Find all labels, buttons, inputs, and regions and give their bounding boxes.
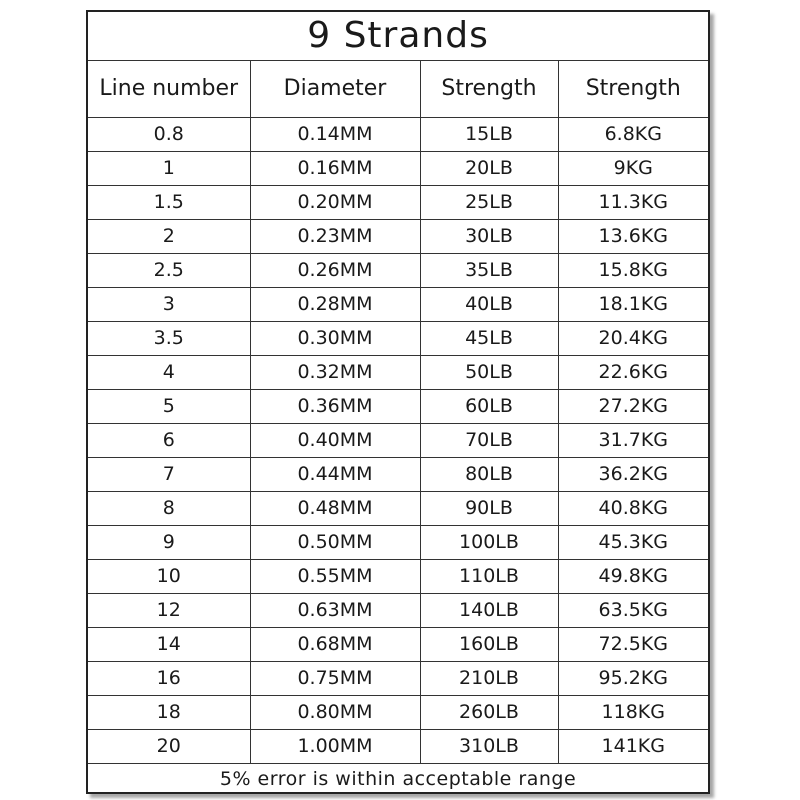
table-row: [88, 322, 708, 356]
cell-strength-lb: 100LB: [420, 526, 558, 560]
cell-line-number: 14: [88, 628, 250, 662]
cell-diameter: 0.50MM: [250, 526, 420, 560]
cell-diameter: 0.75MM: [250, 662, 420, 696]
cell-diameter: 0.68MM: [250, 628, 420, 662]
cell-diameter: 0.28MM: [250, 288, 420, 322]
cell-strength-lb: 70LB: [420, 424, 558, 458]
cell-strength-lb: 80LB: [420, 458, 558, 492]
cell-diameter: 0.63MM: [250, 594, 420, 628]
cell-line-number: 3.5: [88, 322, 250, 356]
cell-strength-lb: 110LB: [420, 560, 558, 594]
table-row: [88, 152, 708, 186]
table-row: [88, 560, 708, 594]
cell-diameter: 0.44MM: [250, 458, 420, 492]
cell-strength-kg: 36.2KG: [558, 458, 708, 492]
cell-strength-lb: 20LB: [420, 152, 558, 186]
cell-strength-kg: 141KG: [558, 730, 708, 764]
table-title: 9 Strands: [88, 12, 708, 61]
table-row: [88, 356, 708, 390]
table-row: [88, 730, 708, 764]
footnote-row: [88, 764, 708, 795]
cell-strength-kg: 95.2KG: [558, 662, 708, 696]
cell-strength-kg: 63.5KG: [558, 594, 708, 628]
cell-diameter: 0.30MM: [250, 322, 420, 356]
cell-diameter: 0.26MM: [250, 254, 420, 288]
cell-line-number: 20: [88, 730, 250, 764]
table-row: [88, 696, 708, 730]
cell-strength-lb: 90LB: [420, 492, 558, 526]
cell-diameter: 0.40MM: [250, 424, 420, 458]
cell-strength-lb: 260LB: [420, 696, 558, 730]
cell-strength-lb: 50LB: [420, 356, 558, 390]
cell-line-number: 2: [88, 220, 250, 254]
cell-strength-kg: 27.2KG: [558, 390, 708, 424]
cell-strength-kg: 72.5KG: [558, 628, 708, 662]
table-body: [88, 118, 708, 764]
cell-line-number: 1.5: [88, 186, 250, 220]
cell-strength-kg: 18.1KG: [558, 288, 708, 322]
cell-strength-lb: 140LB: [420, 594, 558, 628]
cell-diameter: 0.32MM: [250, 356, 420, 390]
cell-strength-lb: 15LB: [420, 118, 558, 152]
header-strength-kg: Strength: [558, 61, 708, 118]
table-row: [88, 254, 708, 288]
table-row: [88, 662, 708, 696]
table-row: [88, 186, 708, 220]
cell-line-number: 10: [88, 560, 250, 594]
cell-diameter: 0.23MM: [250, 220, 420, 254]
spec-sheet: [86, 10, 710, 794]
table-row: [88, 628, 708, 662]
strand-spec-table: [88, 12, 708, 794]
table-row: [88, 220, 708, 254]
cell-strength-kg: 22.6KG: [558, 356, 708, 390]
cell-line-number: 2.5: [88, 254, 250, 288]
cell-line-number: 9: [88, 526, 250, 560]
cell-line-number: 5: [88, 390, 250, 424]
table-row: [88, 526, 708, 560]
cell-diameter: 0.55MM: [250, 560, 420, 594]
footnote: 5% error is within acceptable range: [88, 764, 708, 795]
cell-line-number: 12: [88, 594, 250, 628]
header-line-number: Line number: [88, 61, 250, 118]
cell-strength-lb: 60LB: [420, 390, 558, 424]
cell-strength-lb: 45LB: [420, 322, 558, 356]
cell-strength-lb: 40LB: [420, 288, 558, 322]
cell-diameter: 1.00MM: [250, 730, 420, 764]
cell-strength-kg: 31.7KG: [558, 424, 708, 458]
cell-strength-kg: 49.8KG: [558, 560, 708, 594]
cell-strength-lb: 310LB: [420, 730, 558, 764]
cell-strength-lb: 210LB: [420, 662, 558, 696]
cell-diameter: 0.80MM: [250, 696, 420, 730]
table-row: [88, 288, 708, 322]
cell-line-number: 1: [88, 152, 250, 186]
table-row: [88, 594, 708, 628]
cell-line-number: 6: [88, 424, 250, 458]
cell-strength-kg: 15.8KG: [558, 254, 708, 288]
cell-line-number: 16: [88, 662, 250, 696]
table-row: [88, 492, 708, 526]
cell-line-number: 8: [88, 492, 250, 526]
table-row: [88, 458, 708, 492]
cell-line-number: 0.8: [88, 118, 250, 152]
cell-strength-lb: 30LB: [420, 220, 558, 254]
cell-strength-kg: 20.4KG: [558, 322, 708, 356]
table-row: [88, 390, 708, 424]
cell-strength-kg: 9KG: [558, 152, 708, 186]
cell-diameter: 0.48MM: [250, 492, 420, 526]
cell-line-number: 3: [88, 288, 250, 322]
cell-diameter: 0.36MM: [250, 390, 420, 424]
cell-line-number: 18: [88, 696, 250, 730]
cell-strength-lb: 35LB: [420, 254, 558, 288]
cell-strength-lb: 25LB: [420, 186, 558, 220]
header-row: [88, 61, 708, 118]
cell-diameter: 0.20MM: [250, 186, 420, 220]
table-row: [88, 424, 708, 458]
header-strength-lb: Strength: [420, 61, 558, 118]
cell-strength-kg: 13.6KG: [558, 220, 708, 254]
cell-line-number: 7: [88, 458, 250, 492]
cell-strength-lb: 160LB: [420, 628, 558, 662]
header-diameter: Diameter: [250, 61, 420, 118]
cell-diameter: 0.14MM: [250, 118, 420, 152]
cell-strength-kg: 6.8KG: [558, 118, 708, 152]
cell-strength-kg: 45.3KG: [558, 526, 708, 560]
title-row: [88, 12, 708, 61]
cell-diameter: 0.16MM: [250, 152, 420, 186]
table-row: [88, 118, 708, 152]
cell-strength-kg: 11.3KG: [558, 186, 708, 220]
cell-strength-kg: 40.8KG: [558, 492, 708, 526]
cell-line-number: 4: [88, 356, 250, 390]
cell-strength-kg: 118KG: [558, 696, 708, 730]
